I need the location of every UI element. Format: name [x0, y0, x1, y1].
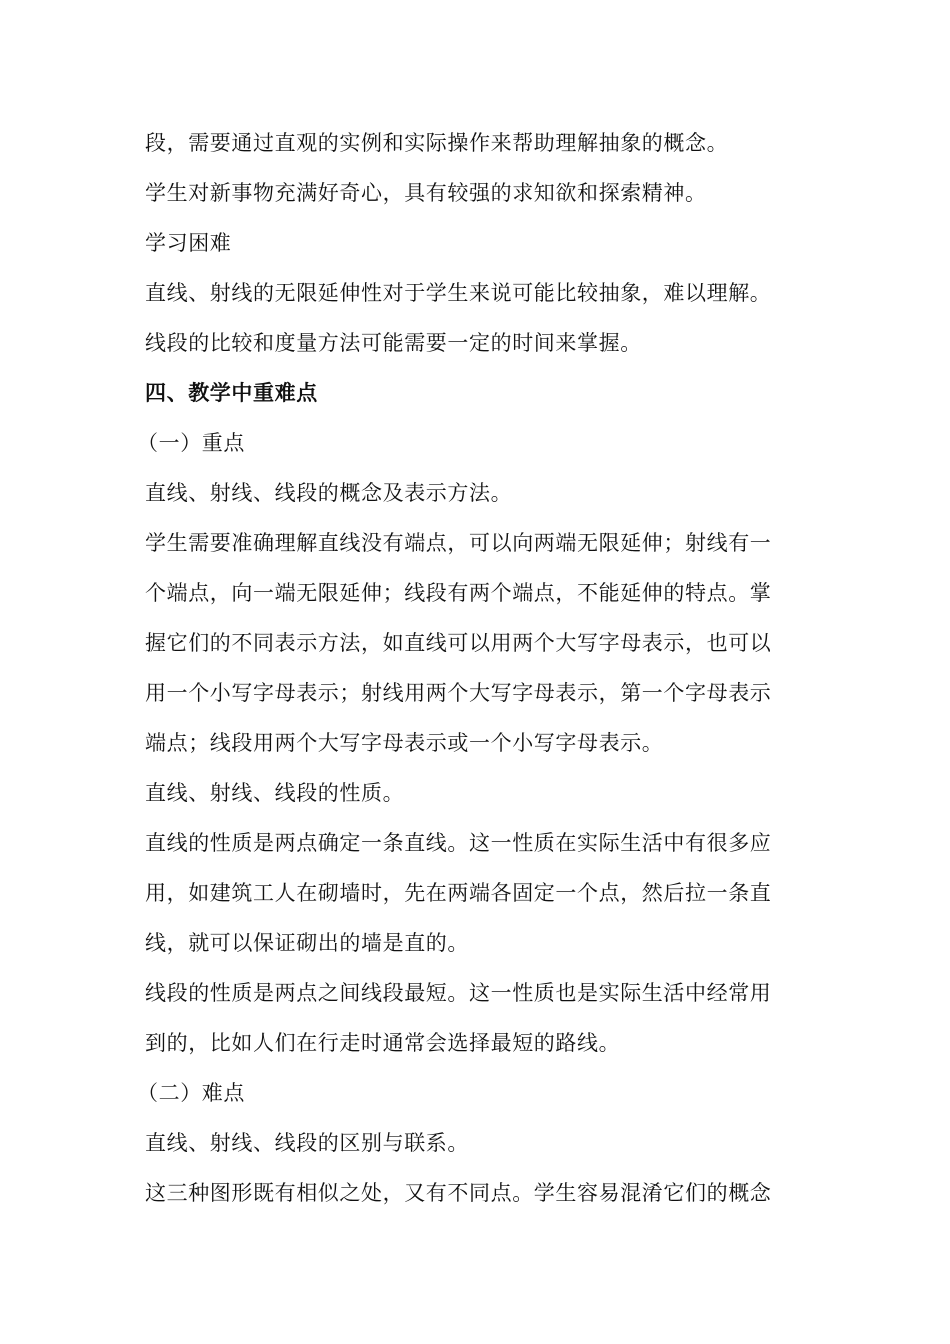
text-line: 线段的性质是两点之间线段最短。这一性质也是实际生活中经常用 — [145, 981, 772, 1005]
text-line: 到的，比如人们在行走时通常会选择最短的路线。 — [145, 1031, 621, 1055]
text-line: 直线、射线的无限延伸性对于学生来说可能比较抽象，难以理解。 — [145, 281, 772, 305]
document-body — [137, 118, 810, 1218]
text-line: 学生需要准确理解直线没有端点，可以向两端无限延伸；射线有一 — [145, 531, 772, 555]
text-line: 直线、射线、线段的性质。 — [145, 781, 405, 805]
text-line: 这三种图形既有相似之处，又有不同点。学生容易混淆它们的概念 — [145, 1181, 772, 1205]
text-line: 直线的性质是两点确定一条直线。这一性质在实际生活中有很多应 — [145, 831, 772, 855]
text-line: 用，如建筑工人在砌墙时，先在两端各固定一个点，然后拉一条直 — [145, 881, 772, 905]
text-line: 直线、射线、线段的区别与联系。 — [145, 1131, 469, 1155]
text-line: 学生对新事物充满好奇心，具有较强的求知欲和探索精神。 — [145, 181, 707, 205]
section-heading-key-difficult-points: 四、教学中重难点 — [145, 381, 318, 405]
text-line: 握它们的不同表示方法，如直线可以用两个大写字母表示，也可以 — [145, 631, 772, 655]
text-line: 个端点，向一端无限延伸；线段有两个端点，不能延伸的特点。掌 — [145, 581, 772, 605]
text-line: 线，就可以保证砌出的墙是直的。 — [145, 931, 469, 955]
text-line: 直线、射线、线段的概念及表示方法。 — [145, 481, 513, 505]
subheading-difficult-points: （二）难点 — [137, 1081, 245, 1105]
text-line: 段，需要通过直观的实例和实际操作来帮助理解抽象的概念。 — [145, 131, 729, 155]
subheading-learning-difficulties: 学习困难 — [145, 231, 232, 255]
text-line: 端点；线段用两个大写字母表示或一个小写字母表示。 — [145, 731, 664, 755]
text-line: 线段的比较和度量方法可能需要一定的时间来掌握。 — [145, 331, 642, 355]
text-line: 用一个小写字母表示；射线用两个大写字母表示，第一个字母表示 — [145, 681, 772, 705]
subheading-key-points: （一）重点 — [137, 431, 245, 455]
